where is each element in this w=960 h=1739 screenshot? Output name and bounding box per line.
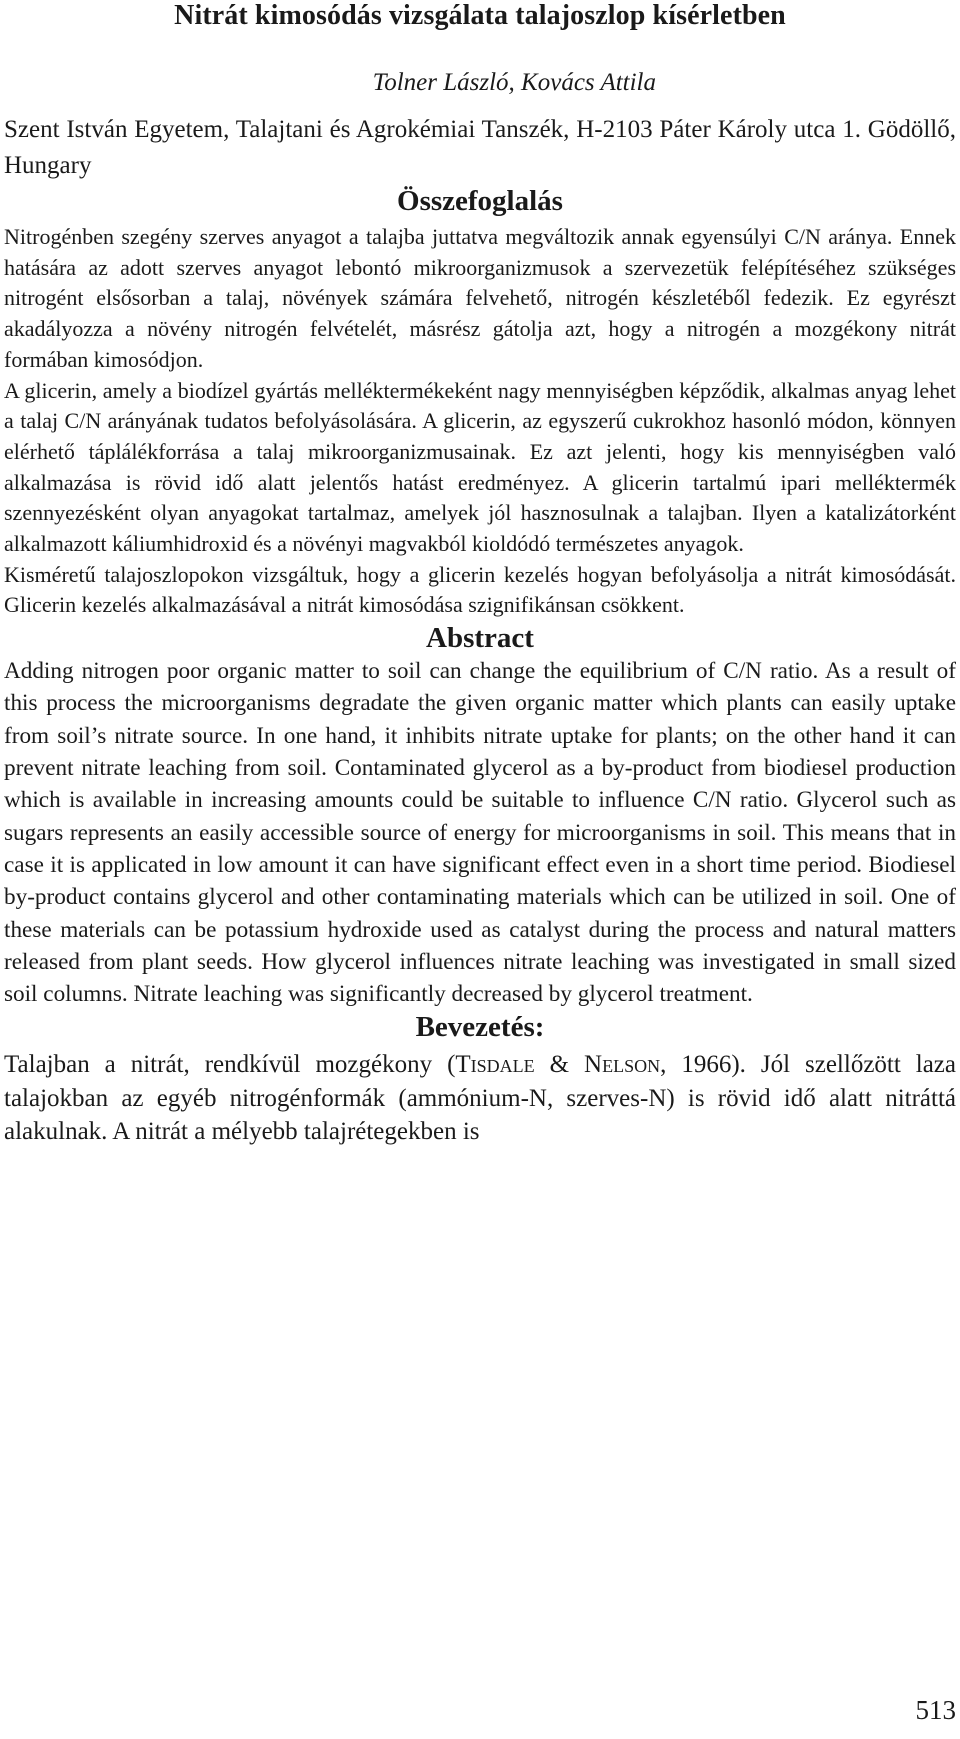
summary-paragraph-2: A glicerin, amely a biodízel gyártás melléktermékeként nagy mennyiségben képződik, alkalmas anyag lehet a talaj C/N arányának tudatos befolyásolására. A glicerin, az egyszerű cukrokhoz hasonló módon, könnyen elérhető táplálékforrása a talaj mikroorganizmusainak. Ez azt jelenti, hogy kis mennyiségben való alkalmazása is rövid idő alatt jelentős hatást eredményez. A glicerin tartalmú ipari melléktermék szennyezésként olyan anyagokat tartalmaz, amelyek jól hasznosulnak a talajban. Ilyen a katalizátorként alkalmazott káliumhidroxid és a növényi magvakból kioldódó természetes anyagok.: [4, 377, 956, 557]
citation-ampersand: &: [534, 1051, 585, 1079]
paper-authors: Tolner László, Kovács Attila: [372, 69, 656, 96]
citation-author-1: Tisdale: [455, 1051, 535, 1079]
paper-title: Nitrát kimosódás vizsgálata talajoszlop kísérletben: [174, 0, 786, 31]
summary-paragraph-3: Kisméretű talajoszlopokon vizsgáltuk, hogy a glicerin kezelés hogyan befolyásolja a nitrát kimosódását. Glicerin kezelés alkalmazásával a nitrát kimosódása szignifikánsan csökkent.: [4, 561, 956, 618]
citation-author-2: Nelson: [584, 1051, 661, 1079]
paper-affiliation: Szent István Egyetem, Talajtani és Agrokémiai Tanszék, H-2103 Páter Károly utca 1. Gödöllő, Hungary: [4, 116, 956, 179]
paper-page: [4, 0, 956, 1149]
abstract-paragraph: Adding nitrogen poor organic matter to soil can change the equilibrium of C/N ratio. As a result of this process the microorganisms degradate the given organic matter which plants can easily uptake from soil’s nitrate source. In one hand, it inhibits nitrate uptake for plants; on the other hand it can prevent nitrate leaching from soil. Contaminated glycerol as a by-product from biodiesel production which is available in increasing amounts could be suitable to influence C/N ratio. Glycerol such as sugars represents an easily accessible source of energy for microorganisms in soil. This means that in case it is applicated in low amount it can have significant effect even in a short time period. Biodiesel by-product contains glycerol and other contaminating materials which can be utilized in soil. One of these materials can be potassium hydroxide used as catalyst during the process and natural matters released from plant seeds. How glycerol influences nitrate leaching was investigated in small sized soil columns. Nitrate leaching was significantly decreased by glycerol treatment.: [4, 658, 956, 1008]
page-number: 513: [915, 1695, 956, 1725]
intro-text-before: Talajban a nitrát, rendkívül mozgékony (: [4, 1051, 456, 1079]
abstract-heading: Abstract: [426, 622, 534, 655]
introduction-paragraph: [4, 1048, 956, 1149]
introduction-heading: Bevezetés:: [415, 1011, 545, 1044]
citation-year: , 1966: [660, 1051, 732, 1079]
summary-heading: Összefoglalás: [397, 185, 563, 217]
intro-text-after: ). Jól szellőzött laza talajokban az egyéb nitrogénformák (ammónium-N, szerves-N) is rövid idő alatt nitráttá alakulnak. A nitrát a mélyebb talajrétegekben is: [4, 1051, 956, 1146]
summary-paragraph-1: Nitrogénben szegény szerves anyagot a talajba juttatva megváltozik annak egyensúlyi C/N aránya. Ennek hatására az adott szerves anyagot lebontó mikroorganizmusok a szervezetük felépítéséhez szükséges nitrogént elsősorban a talaj, növények számára felvehető, nitrogén készletéből fedezik. Ez egyrészt akadályozza a növény nitrogén felvételét, másrész gátolja azt, hogy a nitrogén a mozgékony nitrát formában kimosódjon.: [4, 224, 956, 372]
